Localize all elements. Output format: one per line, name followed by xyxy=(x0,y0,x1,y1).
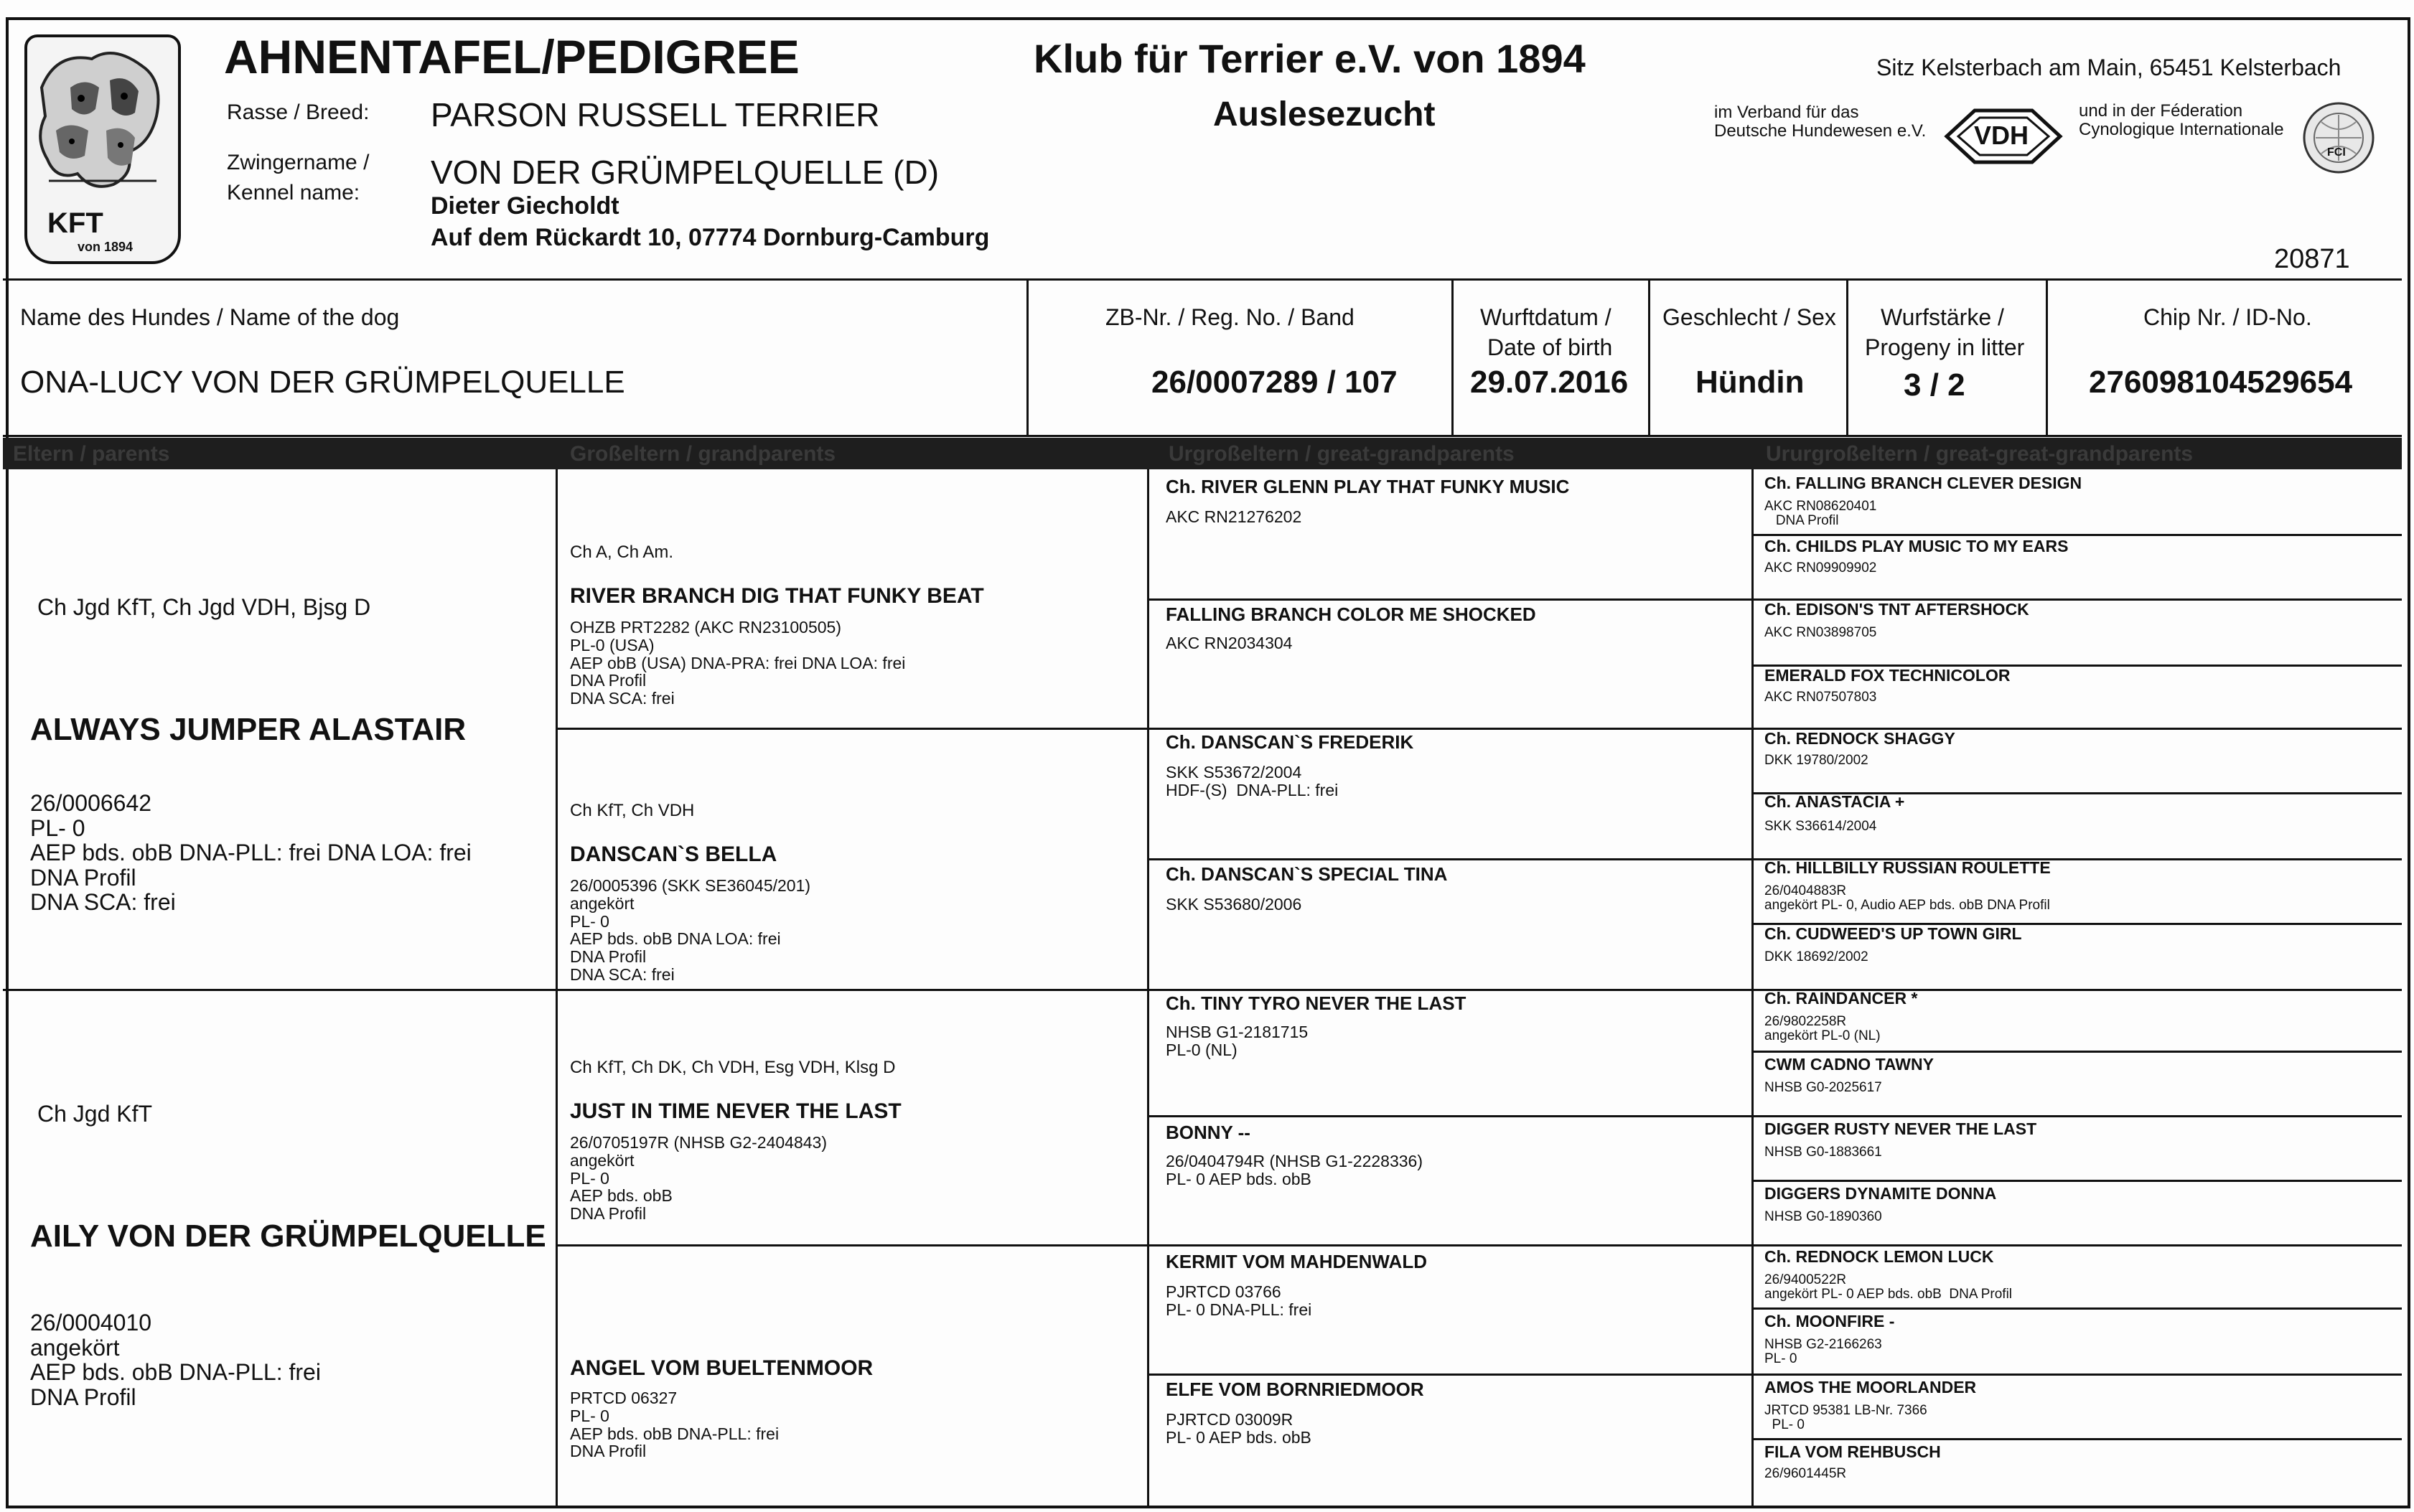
ggg-11-name: DIGGER RUSTY NEVER THE LAST xyxy=(1764,1119,2037,1138)
grandparent-4-details: PRTCD 06327 PL- 0 AEP bds. obB DNA-PLL: frei DNA Profil xyxy=(570,1389,780,1461)
ggg-15-details: JRTCD 95381 LB-Nr. 7366 PL- 0 xyxy=(1764,1403,1927,1432)
dob-label-line1: Wurftdatum / xyxy=(1480,304,1611,330)
ggg-15-name: AMOS THE MOORLANDER xyxy=(1764,1378,1977,1396)
ggg-1-name: Ch. FALLING BRANCH CLEVER DESIGN xyxy=(1764,474,2082,492)
great-grandparent-8-details: PJRTCD 03009R PL- 0 AEP bds. obB xyxy=(1166,1410,1311,1447)
fci-text-line2: Cynologique Internationale xyxy=(2079,120,2284,139)
logo-subtext: von 1894 xyxy=(78,240,134,254)
ggg-6-name: Ch. ANASTACIA + xyxy=(1764,792,1905,811)
kennel-label-line1: Zwingername / xyxy=(227,151,370,174)
dob-value: 29.07.2016 xyxy=(1470,365,1629,400)
band-grandparents: Großeltern / grandparents xyxy=(570,442,836,466)
club-name: Klub für Terrier e.V. von 1894 xyxy=(1034,36,1586,81)
ggg-9-details: 26/9802258R angekört PL-0 (NL) xyxy=(1764,1014,1881,1043)
chip-value: 276098104529654 xyxy=(2089,365,2353,400)
ggg-12-details: NHSB G0-1890360 xyxy=(1764,1209,1882,1224)
ggg-8-name: Ch. CUDWEED'S UP TOWN GIRL xyxy=(1764,924,2022,943)
ggg-3-name: Ch. EDISON'S TNT AFTERSHOCK xyxy=(1764,600,2029,619)
vdh-text-line1: im Verband für das xyxy=(1714,103,1859,122)
vdh-logo-icon xyxy=(1942,108,2064,165)
great-grandparent-7-name: KERMIT VOM MAHDENWALD xyxy=(1166,1251,1427,1272)
ggg-10-details: NHSB G0-2025617 xyxy=(1764,1080,1882,1095)
dog-name-label: Name des Hundes / Name of the dog xyxy=(20,304,400,330)
fci-text-line1: und in der Féderation xyxy=(2079,101,2243,121)
dam-name: AILY VON DER GRÜMPELQUELLE xyxy=(30,1218,546,1254)
great-grandparent-7-details: PJRTCD 03766 PL- 0 DNA-PLL: frei xyxy=(1166,1282,1312,1319)
dog-name-value: ONA-LUCY VON DER GRÜMPELQUELLE xyxy=(20,365,625,400)
generation-band xyxy=(3,438,2402,469)
ggg-6-details: SKK S36614/2004 xyxy=(1764,819,1877,834)
great-grandparent-3-name: Ch. DANSCAN`S FREDERIK xyxy=(1166,731,1414,753)
band-great-great-grandparents: Ururgroßeltern / great-great-grandparents xyxy=(1766,442,2194,466)
litter-label-line1: Wurfstärke / xyxy=(1881,304,2004,330)
reg-number-value: 26/0007289 / 107 xyxy=(1151,365,1398,400)
ggg-5-details: DKK 19780/2002 xyxy=(1764,753,1868,768)
logo-text: KFT xyxy=(47,207,103,239)
fci-logo-icon xyxy=(2301,100,2376,175)
ggg-14-name: Ch. MOONFIRE - xyxy=(1764,1312,1895,1330)
ggg-14-details: NHSB G2-2166263 PL- 0 xyxy=(1764,1337,1882,1366)
grandparent-1-details: OHZB PRT2282 (AKC RN23100505) PL-0 (USA) AEP obB (USA) DNA-PRA: frei DNA LOA: frei DNA Profil DNA SCA: frei xyxy=(570,618,906,708)
dam-titles: Ch Jgd KfT xyxy=(37,1101,153,1127)
grandparent-3-titles: Ch KfT, Ch DK, Ch VDH, Esg VDH, Klsg D xyxy=(570,1058,896,1077)
owner-address: Auf dem Rückardt 10, 07774 Dornburg-Camburg xyxy=(431,224,990,251)
litter-value: 3 / 2 xyxy=(1904,367,1965,403)
header-divider xyxy=(3,278,2402,281)
band-great-grandparents: Urgroßeltern / great-grandparents xyxy=(1169,442,1515,466)
kennel-label-line2: Kennel name: xyxy=(227,181,360,205)
sire-name: ALWAYS JUMPER ALASTAIR xyxy=(30,712,467,747)
sire-details: 26/0006642 PL- 0 AEP bds. obB DNA-PLL: frei DNA LOA: frei DNA Profil DNA SCA: frei xyxy=(30,790,472,916)
great-grandparent-2-name: FALLING BRANCH COLOR ME SHOCKED xyxy=(1166,604,1536,625)
ggg-13-details: 26/9400522R angekört PL- 0 AEP bds. obB DNA Profil xyxy=(1764,1272,2013,1302)
owner-name: Dieter Giecholdt xyxy=(431,192,619,220)
litter-label-line2: Progeny in litter xyxy=(1865,334,2025,360)
grandparent-2-name: DANSCAN`S BELLA xyxy=(570,842,777,866)
ggg-12-name: DIGGERS DYNAMITE DONNA xyxy=(1764,1184,1997,1203)
great-grandparent-6-details: 26/0404794R (NHSB G1-2228336) PL- 0 AEP bds. obB xyxy=(1166,1152,1423,1188)
ggg-7-details: 26/0404883R angekört PL- 0, Audio AEP bds. obB DNA Profil xyxy=(1764,883,2050,913)
ggg-5-name: Ch. REDNOCK SHAGGY xyxy=(1764,729,1955,748)
great-grandparent-4-details: SKK S53680/2006 xyxy=(1166,895,1302,914)
great-grandparent-1-name: Ch. RIVER GLENN PLAY THAT FUNKY MUSIC xyxy=(1166,476,1570,497)
ggg-2-details: AKC RN09909902 xyxy=(1764,560,1877,576)
grandparent-4-name: ANGEL VOM BUELTENMOOR xyxy=(570,1356,874,1380)
sire-titles: Ch Jgd KfT, Ch Jgd VDH, Bjsg D xyxy=(37,594,371,620)
sex-value: Hündin xyxy=(1695,365,1805,400)
club-seat: Sitz Kelsterbach am Main, 65451 Kelsterbach xyxy=(1876,55,2342,80)
grandparent-2-titles: Ch KfT, Ch VDH xyxy=(570,801,695,820)
ggg-7-name: Ch. HILLBILLY RUSSIAN ROULETTE xyxy=(1764,858,2051,877)
vdh-text-line2: Deutsche Hundewesen e.V. xyxy=(1714,121,1927,141)
info-divider xyxy=(3,435,2402,437)
breeding-subtitle: Auslesezucht xyxy=(1213,95,1436,133)
ggg-9-name: Ch. RAINDANCER * xyxy=(1764,989,1918,1008)
breed-label: Rasse / Breed: xyxy=(227,100,370,124)
dob-label-line2: Date of birth xyxy=(1487,334,1613,360)
ggg-10-name: CWM CADNO TAWNY xyxy=(1764,1055,1934,1074)
ggg-4-name: EMERALD FOX TECHNICOLOR xyxy=(1764,666,2011,685)
ggg-3-details: AKC RN03898705 xyxy=(1764,625,1877,640)
band-parents: Eltern / parents xyxy=(13,442,170,466)
grandparent-1-titles: Ch A, Ch Am. xyxy=(570,543,674,562)
kennel-value: VON DER GRÜMPELQUELLE (D) xyxy=(431,154,940,191)
ggg-1-details: AKC RN08620401 DNA Profil xyxy=(1764,499,1877,528)
ggg-16-name: FILA VOM REHBUSCH xyxy=(1764,1442,1941,1461)
breed-value: PARSON RUSSELL TERRIER xyxy=(431,96,880,133)
fci-logo-text: FCI xyxy=(2327,146,2346,159)
grandparent-3-details: 26/0705197R (NHSB G2-2404843) angekört PL- 0 AEP bds. obB DNA Profil xyxy=(570,1133,828,1224)
great-grandparent-5-name: Ch. TINY TYRO NEVER THE LAST xyxy=(1166,992,1466,1014)
great-grandparent-1-details: AKC RN21276202 xyxy=(1166,507,1302,526)
grandparent-1-name: RIVER BRANCH DIG THAT FUNKY BEAT xyxy=(570,584,984,608)
great-grandparent-4-name: Ch. DANSCAN`S SPECIAL TINA xyxy=(1166,863,1448,885)
chip-label: Chip Nr. / ID-No. xyxy=(2143,304,2312,330)
great-grandparent-6-name: BONNY -- xyxy=(1166,1122,1250,1143)
sex-label: Geschlecht / Sex xyxy=(1662,304,1836,330)
ggg-2-name: Ch. CHILDS PLAY MUSIC TO MY EARS xyxy=(1764,537,2069,555)
ggg-16-details: 26/9601445R xyxy=(1764,1466,1847,1481)
kft-logo xyxy=(24,34,181,264)
ggg-13-name: Ch. REDNOCK LEMON LUCK xyxy=(1764,1247,1994,1266)
grandparent-2-details: 26/0005396 (SKK SE36045/201) angekört PL- 0 AEP bds. obB DNA LOA: frei DNA Profil DNA SCA: frei xyxy=(570,876,811,985)
document-number: 20871 xyxy=(2274,244,2350,274)
grandparent-3-name: JUST IN TIME NEVER THE LAST xyxy=(570,1099,902,1123)
vdh-logo-text: VDH xyxy=(1974,121,2029,150)
great-grandparent-8-name: ELFE VOM BORNRIEDMOOR xyxy=(1166,1379,1424,1400)
great-grandparent-3-details: SKK S53672/2004 HDF-(S) DNA-PLL: frei xyxy=(1166,763,1339,799)
ggg-4-details: AKC RN07507803 xyxy=(1764,690,1877,705)
ggg-8-details: DKK 18692/2002 xyxy=(1764,949,1868,964)
dam-details: 26/0004010 angekört AEP bds. obB DNA-PLL: frei DNA Profil xyxy=(30,1310,321,1410)
document-title: AHNENTAFEL/PEDIGREE xyxy=(224,30,800,83)
great-grandparent-2-details: AKC RN2034304 xyxy=(1166,634,1293,652)
great-grandparent-5-details: NHSB G1-2181715 PL-0 (NL) xyxy=(1166,1023,1309,1059)
reg-number-label: ZB-Nr. / Reg. No. / Band xyxy=(1105,304,1355,330)
ggg-11-details: NHSB G0-1883661 xyxy=(1764,1145,1882,1160)
